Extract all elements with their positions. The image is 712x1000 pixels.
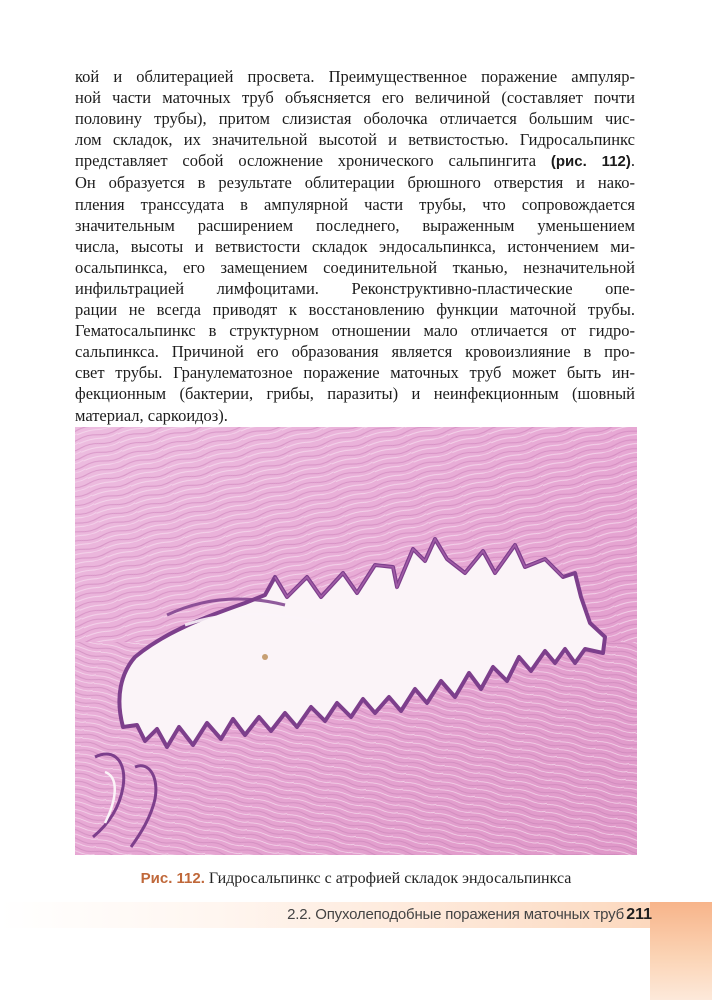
text-line — [75, 150, 635, 172]
stain-spot — [262, 654, 268, 660]
text-line: значительным расширением последнего, выраженным уменьшением — [75, 215, 635, 235]
text-fragment: . — [630, 151, 635, 171]
text-line: материал, саркоидоз). — [75, 405, 228, 425]
text-line: лом складок, их значительной высотой и ветвистостью. Гидросальпинкс — [75, 130, 635, 150]
text-line: инфильтрацией лимфоцитами. Реконструктивно-пластические опе- — [75, 278, 635, 298]
text-line: сальпинкса. Причиной его образования является кровоизлияние в про- — [75, 342, 635, 362]
figure-caption — [75, 869, 637, 889]
text-line: ной части маточных труб объясняется его величиной (составляет почти — [75, 88, 635, 108]
page-number: 211 — [626, 906, 652, 923]
text-line: осальпинкса, его замещением соединительной тканью, незначительной — [75, 257, 635, 277]
text-line: рации не всегда приводят к восстановлению функции маточной трубы. — [75, 300, 635, 320]
micrograph-illustration — [75, 427, 637, 855]
text-line: пления транссудата в ампулярной части трубы, что сопровождается — [75, 194, 635, 214]
text-line: фекционным (бактерии, грибы, паразиты) и неинфекционным (шовный — [75, 384, 635, 404]
text-line: числа, высоты и ветвистости складок эндосальпинкса, истончением ми- — [75, 236, 635, 256]
running-footer-section: 2.2. Опухолеподобные поражения маточных труб — [287, 906, 624, 923]
text-line: кой и облитерацией просвета. Преимущественное поражение ампуляр- — [75, 67, 635, 86]
caption-text: Гидросальпинкс с атрофией складок эндосальпинкса — [208, 870, 572, 887]
text-line: половину трубы), притом слизистая оболочка отличается большим чис- — [75, 109, 635, 129]
text-line: Гематосальпинкс в структурном отношении мало отличается от гидро- — [75, 321, 635, 341]
figure-reference-link[interactable]: (рис. 112) — [550, 153, 631, 171]
text-line: свет трубы. Гранулематозное поражение маточных труб может быть ин- — [75, 363, 635, 383]
footer-corner-accent — [650, 902, 712, 1000]
body-paragraph — [75, 66, 635, 426]
text-line: Он образуется в результате облитерации брюшного отверстия и нако- — [75, 173, 635, 193]
text-fragment: представляет собой осложнение хронического сальпингита — [75, 151, 551, 171]
histology-micrograph — [75, 427, 637, 855]
caption-label: Рис. 112. — [140, 870, 205, 887]
